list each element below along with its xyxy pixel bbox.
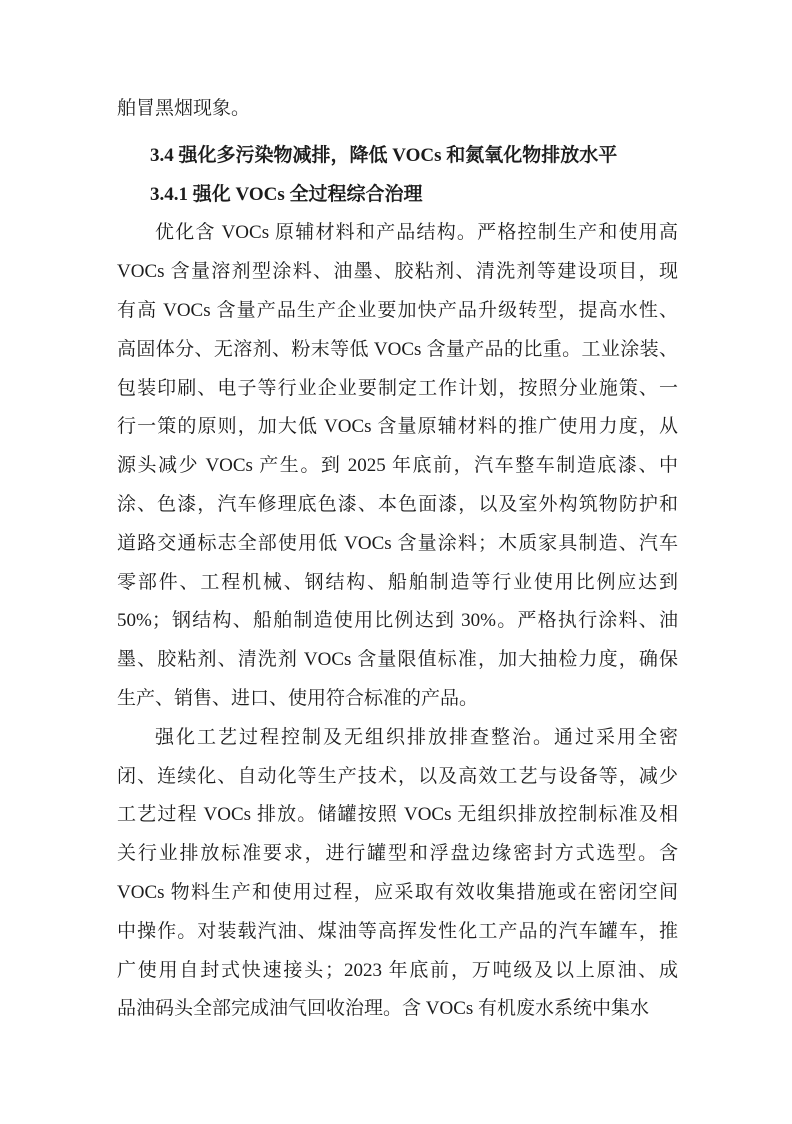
text-line: 强化工艺过程控制及无组织排放排查整治。通过采用全密 [155,726,678,748]
text-line: 有高 VOCs 含量产品生产企业要加快产品升级转型，提高水性、 [117,299,678,321]
text-line: 生产、销售、进口、使用符合标准的产品。 [117,687,479,709]
text-line: 行一策的原则，加大低 VOCs 含量原辅材料的推广使用力度，从 [117,416,678,438]
paragraph-process-control [117,719,678,1029]
text-line: 源头减少 VOCs 产生。到 2025 年底前，汽车整车制造底漆、中 [117,455,678,477]
text-line: VOCs 含量溶剂型涂料、油墨、胶粘剂、清洗剂等建设项目，现 [117,261,678,283]
text-line: 广使用自封式快速接头；2023 年底前，万吨级及以上原油、成 [117,959,678,981]
text-line: 中操作。对装载汽油、煤油等高挥发性化工产品的汽车罐车，推 [117,920,678,942]
text-line: VOCs 物料生产和使用过程，应采取有效收集措施或在密闭空间 [117,881,678,903]
text-line: 零部件、工程机械、钢结构、船舶制造等行业使用比例应达到 [117,571,678,593]
paragraph-voc-materials [117,214,678,718]
text-line: 高固体分、无溶剂、粉末等低 VOCs 含量产品的比重。工业涂装、 [117,338,678,360]
text-line: 道路交通标志全部使用低 VOCs 含量涂料；木质家具制造、汽车 [117,532,678,554]
text-line: 闭、连续化、自动化等生产技术，以及高效工艺与设备等，减少 [117,765,678,787]
section-heading: 3.4 强化多污染物减排，降低 VOCs 和氮氧化物排放水平 [150,144,618,166]
text-line: 涂、色漆，汽车修理底色漆、本色面漆，以及室外构筑物防护和 [117,493,678,515]
carryover-paragraph-line: 舶冒黑烟现象。 [117,98,251,119]
text-line: 50%；钢结构、船舶制造使用比例达到 30%。严格执行涂料、油 [117,610,678,632]
text-line: 关行业排放标准要求，进行罐型和浮盘边缘密封方式选型。含 [117,843,678,865]
text-line: 品油码头全部完成油气回收治理。含 VOCs 有机废水系统中集水 [117,998,650,1020]
text-block [117,90,678,1029]
text-line: 包装印刷、电子等行业企业要制定工作计划，按照分业施策、一 [117,377,678,399]
text-line: 墨、胶粘剂、清洗剂 VOCs 含量限值标准，加大抽检力度，确保 [117,649,678,671]
text-line: 优化含 VOCs 原辅材料和产品结构。严格控制生产和使用高 [155,222,678,244]
subsection-heading: 3.4.1 强化 VOCs 全过程综合治理 [150,183,423,205]
text-line: 工艺过程 VOCs 排放。储罐按照 VOCs 无组织排放控制标准及相 [117,804,678,826]
